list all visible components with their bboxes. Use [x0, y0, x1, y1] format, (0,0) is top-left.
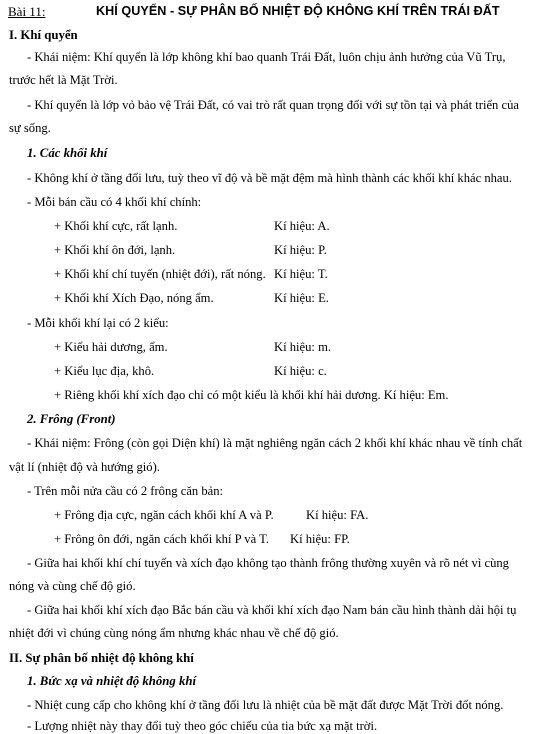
- symbol-label: Kí hiệu: P.: [274, 243, 327, 257]
- list-item: + Khối khí chí tuyến (nhiệt đới), rất nóng.: [54, 267, 266, 281]
- paragraph-line: - Mỗi bán cầu có 4 khối khí chính:: [27, 195, 202, 209]
- symbol-label: Kí hiệu: E.: [274, 291, 329, 305]
- paragraph-line: nóng và cùng chế độ gió.: [9, 579, 136, 593]
- section-heading-atmosphere: I. Khí quyển: [9, 28, 78, 42]
- symbol-label: Kí hiệu: T.: [274, 267, 328, 281]
- paragraph-line: - Giữa hai khối khí xích đạo Bắc bán cầu và khối khí xích đạo Nam bán cầu hình thành dải hội tụ: [27, 603, 517, 617]
- paragraph-line: - Khí quyển là lớp vỏ bảo vệ Trái Đất, có vai trò rất quan trọng đối với sự tồn tại và phát triển của: [27, 98, 519, 112]
- lesson-number: Bài 11:: [8, 4, 46, 19]
- paragraph-line: nhiệt đới vì chúng cùng nóng ẩm nhưng khác nhau về chế độ gió.: [9, 626, 339, 640]
- paragraph-line: - Mỗi khối khí lại có 2 kiểu:: [27, 316, 169, 330]
- subsection-heading-radiation: 1. Bức xạ và nhiệt độ không khí: [27, 674, 197, 688]
- paragraph-line: - Không khí ở tầng đối lưu, tuỳ theo vĩ độ và bề mặt đệm mà hình thành các khối khí khác nhau.: [27, 171, 512, 185]
- paragraph-line: - Nhiệt cung cấp cho không khí ở tầng đối lưu là nhiệt của bề mặt đất được Mặt Trời đốt nóng.: [27, 698, 504, 712]
- list-item: + Khối khí ôn đới, lạnh.: [54, 243, 176, 257]
- paragraph-line: - Khái niệm: Khí quyển là lớp không khí bao quanh Trái Đất, luôn chịu ảnh hưởng của Vũ Trụ,: [27, 50, 506, 64]
- paragraph-line: - Giữa hai khối khí chí tuyến và xích đạo không tạo thành frông thường xuyên và rõ nét vì cùng: [27, 556, 509, 570]
- list-item: + Frông ôn đới, ngăn cách khối khí P và T.: [54, 532, 270, 546]
- symbol-label: Kí hiệu: FP.: [290, 532, 350, 546]
- paragraph-line: - Khái niệm: Frông (còn gọi Diện khí) là mặt nghiêng ngăn cách 2 khối khí khác nhau về tính chất: [27, 436, 523, 450]
- list-item: + Frông địa cực, ngăn cách khối khí A và P.: [54, 508, 274, 522]
- symbol-label: Kí hiệu: A.: [274, 219, 330, 233]
- list-item: + Khối khí cực, rất lạnh.: [54, 219, 178, 233]
- page-title: KHÍ QUYỂN - SỰ PHÂN BỐ NHIỆT ĐỘ KHÔNG KHÍ TRÊN TRÁI ĐẤT: [96, 4, 500, 18]
- subsection-heading-front: 2. Frông (Front): [27, 412, 116, 426]
- list-item: + Riêng khối khí xích đạo chỉ có một kiểu là khối khí hải dương. Kí hiệu: Em.: [54, 388, 449, 402]
- paragraph-line: vật lí (nhiệt độ và hướng gió).: [9, 460, 160, 474]
- list-item: + Kiểu lục địa, khô.: [54, 364, 155, 378]
- subsection-heading-air-masses: 1. Các khối khí: [27, 146, 108, 160]
- paragraph-line: - Trên mỗi nửa cầu có 2 frông căn bản:: [27, 484, 224, 498]
- paragraph-line: trước hết là Mặt Trời.: [9, 73, 118, 87]
- list-item: + Khối khí Xích Đạo, nóng ẩm.: [54, 291, 214, 305]
- paragraph-line: - Lượng nhiệt này thay đổi tuỳ theo góc chiếu của tia bức xạ mặt trời.: [27, 719, 378, 733]
- symbol-label: Kí hiệu: FA.: [306, 508, 369, 522]
- list-item: + Kiểu hải dương, ẩm.: [54, 340, 168, 354]
- paragraph-line: sự sống.: [9, 121, 51, 135]
- symbol-label: Kí hiệu: c.: [274, 364, 327, 378]
- symbol-label: Kí hiệu: m.: [274, 340, 332, 354]
- document-header: [0, 4, 545, 22]
- section-heading-temperature: II. Sự phân bố nhiệt độ không khí: [9, 651, 194, 665]
